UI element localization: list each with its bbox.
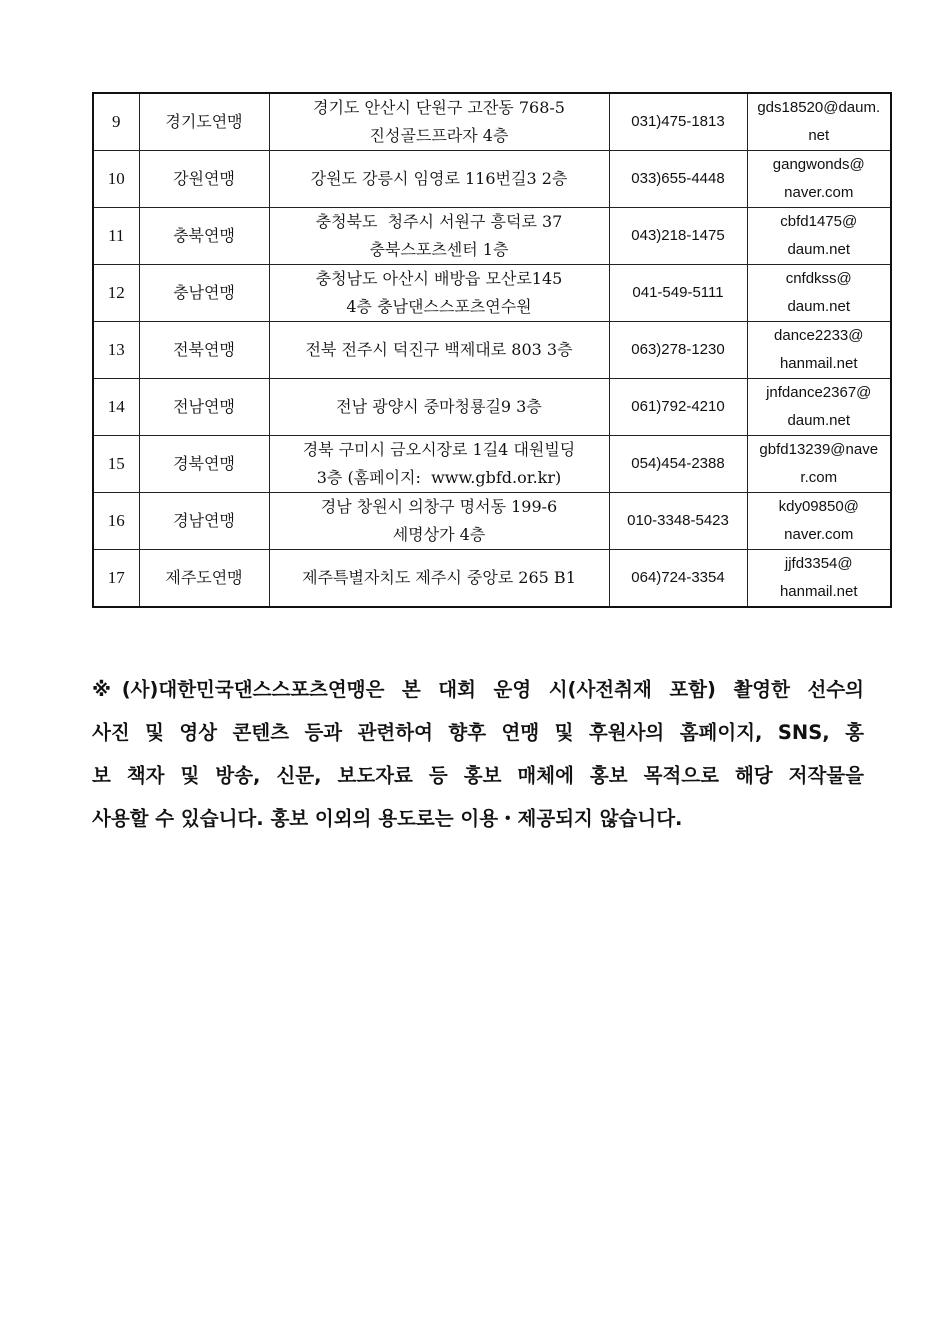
email: [747, 550, 891, 608]
address-line: 세명상가 4층: [392, 525, 486, 544]
phone-number: 010-3348-5423: [609, 493, 747, 550]
email: [747, 208, 891, 265]
federation-name: 경기도연맹: [139, 93, 269, 151]
address: [269, 379, 609, 436]
table-row: [93, 93, 891, 151]
email: [747, 265, 891, 322]
email: [747, 151, 891, 208]
address-line: 충청북도 청주시 서원구 흥덕로 37: [315, 212, 563, 231]
table-row: [93, 265, 891, 322]
email-line: daum.net: [787, 298, 851, 315]
phone-number: 061)792-4210: [609, 379, 747, 436]
federation-contact-table: [92, 92, 892, 608]
phone-number: 041-549-5111: [609, 265, 747, 322]
address: [269, 208, 609, 265]
address: [269, 550, 609, 608]
email-line: dance2233@: [774, 327, 864, 344]
phone-number: 064)724-3354: [609, 550, 747, 608]
row-number: 14: [93, 379, 139, 436]
email-line: naver.com: [784, 184, 854, 201]
address: [269, 151, 609, 208]
address: [269, 265, 609, 322]
phone-number: 033)655-4448: [609, 151, 747, 208]
phone-number: 063)278-1230: [609, 322, 747, 379]
address-line: 전남 광양시 중마청룡길9 3층: [336, 397, 542, 416]
row-number: 9: [93, 93, 139, 151]
address-line: 충청남도 아산시 배방읍 모산로145: [315, 269, 563, 288]
table-row: [93, 151, 891, 208]
row-number: 16: [93, 493, 139, 550]
email-line: cnfdkss@: [785, 270, 852, 287]
email-line: gangwonds@: [772, 156, 865, 173]
federation-name: 전북연맹: [139, 322, 269, 379]
notice-line: ※(사)대한민국댄스스포츠연맹은 본 대회 운영 시(사전취재 포함) 촬영한 선수의: [92, 678, 864, 701]
federation-name: 제주도연맹: [139, 550, 269, 608]
federation-name: 강원연맹: [139, 151, 269, 208]
email: [747, 493, 891, 550]
email-line: daum.net: [787, 412, 851, 429]
email-line: hanmail.net: [779, 583, 858, 600]
table-row: [93, 379, 891, 436]
address-line: 경남 창원시 의창구 명서동 199-6: [320, 497, 558, 516]
row-number: 17: [93, 550, 139, 608]
address-line: 충북스포츠센터 1층: [369, 240, 509, 259]
email: [747, 379, 891, 436]
table-row: [93, 436, 891, 493]
phone-number: 054)454-2388: [609, 436, 747, 493]
email-line: gbfd13239@nave: [759, 441, 879, 458]
federation-name: 충북연맹: [139, 208, 269, 265]
row-number: 13: [93, 322, 139, 379]
address: [269, 436, 609, 493]
address-line: 강원도 강릉시 임영로 116번길3 2층: [310, 169, 568, 188]
email-line: net: [808, 127, 830, 144]
table-row: [93, 550, 891, 608]
address-line: 전북 전주시 덕진구 백제대로 803 3층: [305, 340, 573, 359]
contact-table-body: [93, 93, 891, 607]
phone-number: 031)475-1813: [609, 93, 747, 151]
row-number: 10: [93, 151, 139, 208]
email-line: jnfdance2367@: [766, 384, 872, 401]
federation-name: 전남연맹: [139, 379, 269, 436]
table-row: [93, 493, 891, 550]
email-line: jjfd3354@: [784, 555, 853, 572]
notice-line: 사용할 수 있습니다. 홍보 이외의 용도로는 이용・제공되지 않습니다.: [92, 807, 683, 830]
address-line: 3층 (홈페이지: www.gbfd.or.kr): [316, 468, 562, 487]
row-number: 15: [93, 436, 139, 493]
email-line: cbfd1475@: [780, 213, 858, 230]
table-row: [93, 322, 891, 379]
email: [747, 93, 891, 151]
copyright-notice: [92, 668, 864, 840]
notice-line: 사진 및 영상 콘텐츠 등과 관련하여 향후 연맹 및 후원사의 홈페이지, SNS, 홍: [92, 721, 864, 744]
row-number: 11: [93, 208, 139, 265]
phone-number: 043)218-1475: [609, 208, 747, 265]
federation-name: 경남연맹: [139, 493, 269, 550]
address: [269, 93, 609, 151]
email-line: daum.net: [787, 241, 851, 258]
email-line: gds18520@daum.: [757, 99, 881, 116]
email-line: naver.com: [784, 526, 854, 543]
email: [747, 322, 891, 379]
address-line: 제주특별자치도 제주시 중앙로 265 B1: [302, 568, 576, 587]
federation-name: 경북연맹: [139, 436, 269, 493]
address: [269, 493, 609, 550]
address-line: 경기도 안산시 단원구 고잔동 768-5: [313, 98, 565, 117]
notice-line: 보 책자 및 방송, 신문, 보도자료 등 홍보 매체에 홍보 목적으로 해당 저작물을: [92, 764, 864, 787]
row-number: 12: [93, 265, 139, 322]
email: [747, 436, 891, 493]
address: [269, 322, 609, 379]
email-line: r.com: [800, 469, 838, 486]
email-line: hanmail.net: [779, 355, 858, 372]
address-line: 진성골드프라자 4층: [369, 126, 509, 145]
email-line: kdy09850@: [778, 498, 859, 515]
address-line: 경북 구미시 금오시장로 1길4 대원빌딩: [302, 440, 576, 459]
table-row: [93, 208, 891, 265]
address-line: 4층 충남댄스스포츠연수원: [346, 297, 532, 316]
federation-name: 충남연맹: [139, 265, 269, 322]
